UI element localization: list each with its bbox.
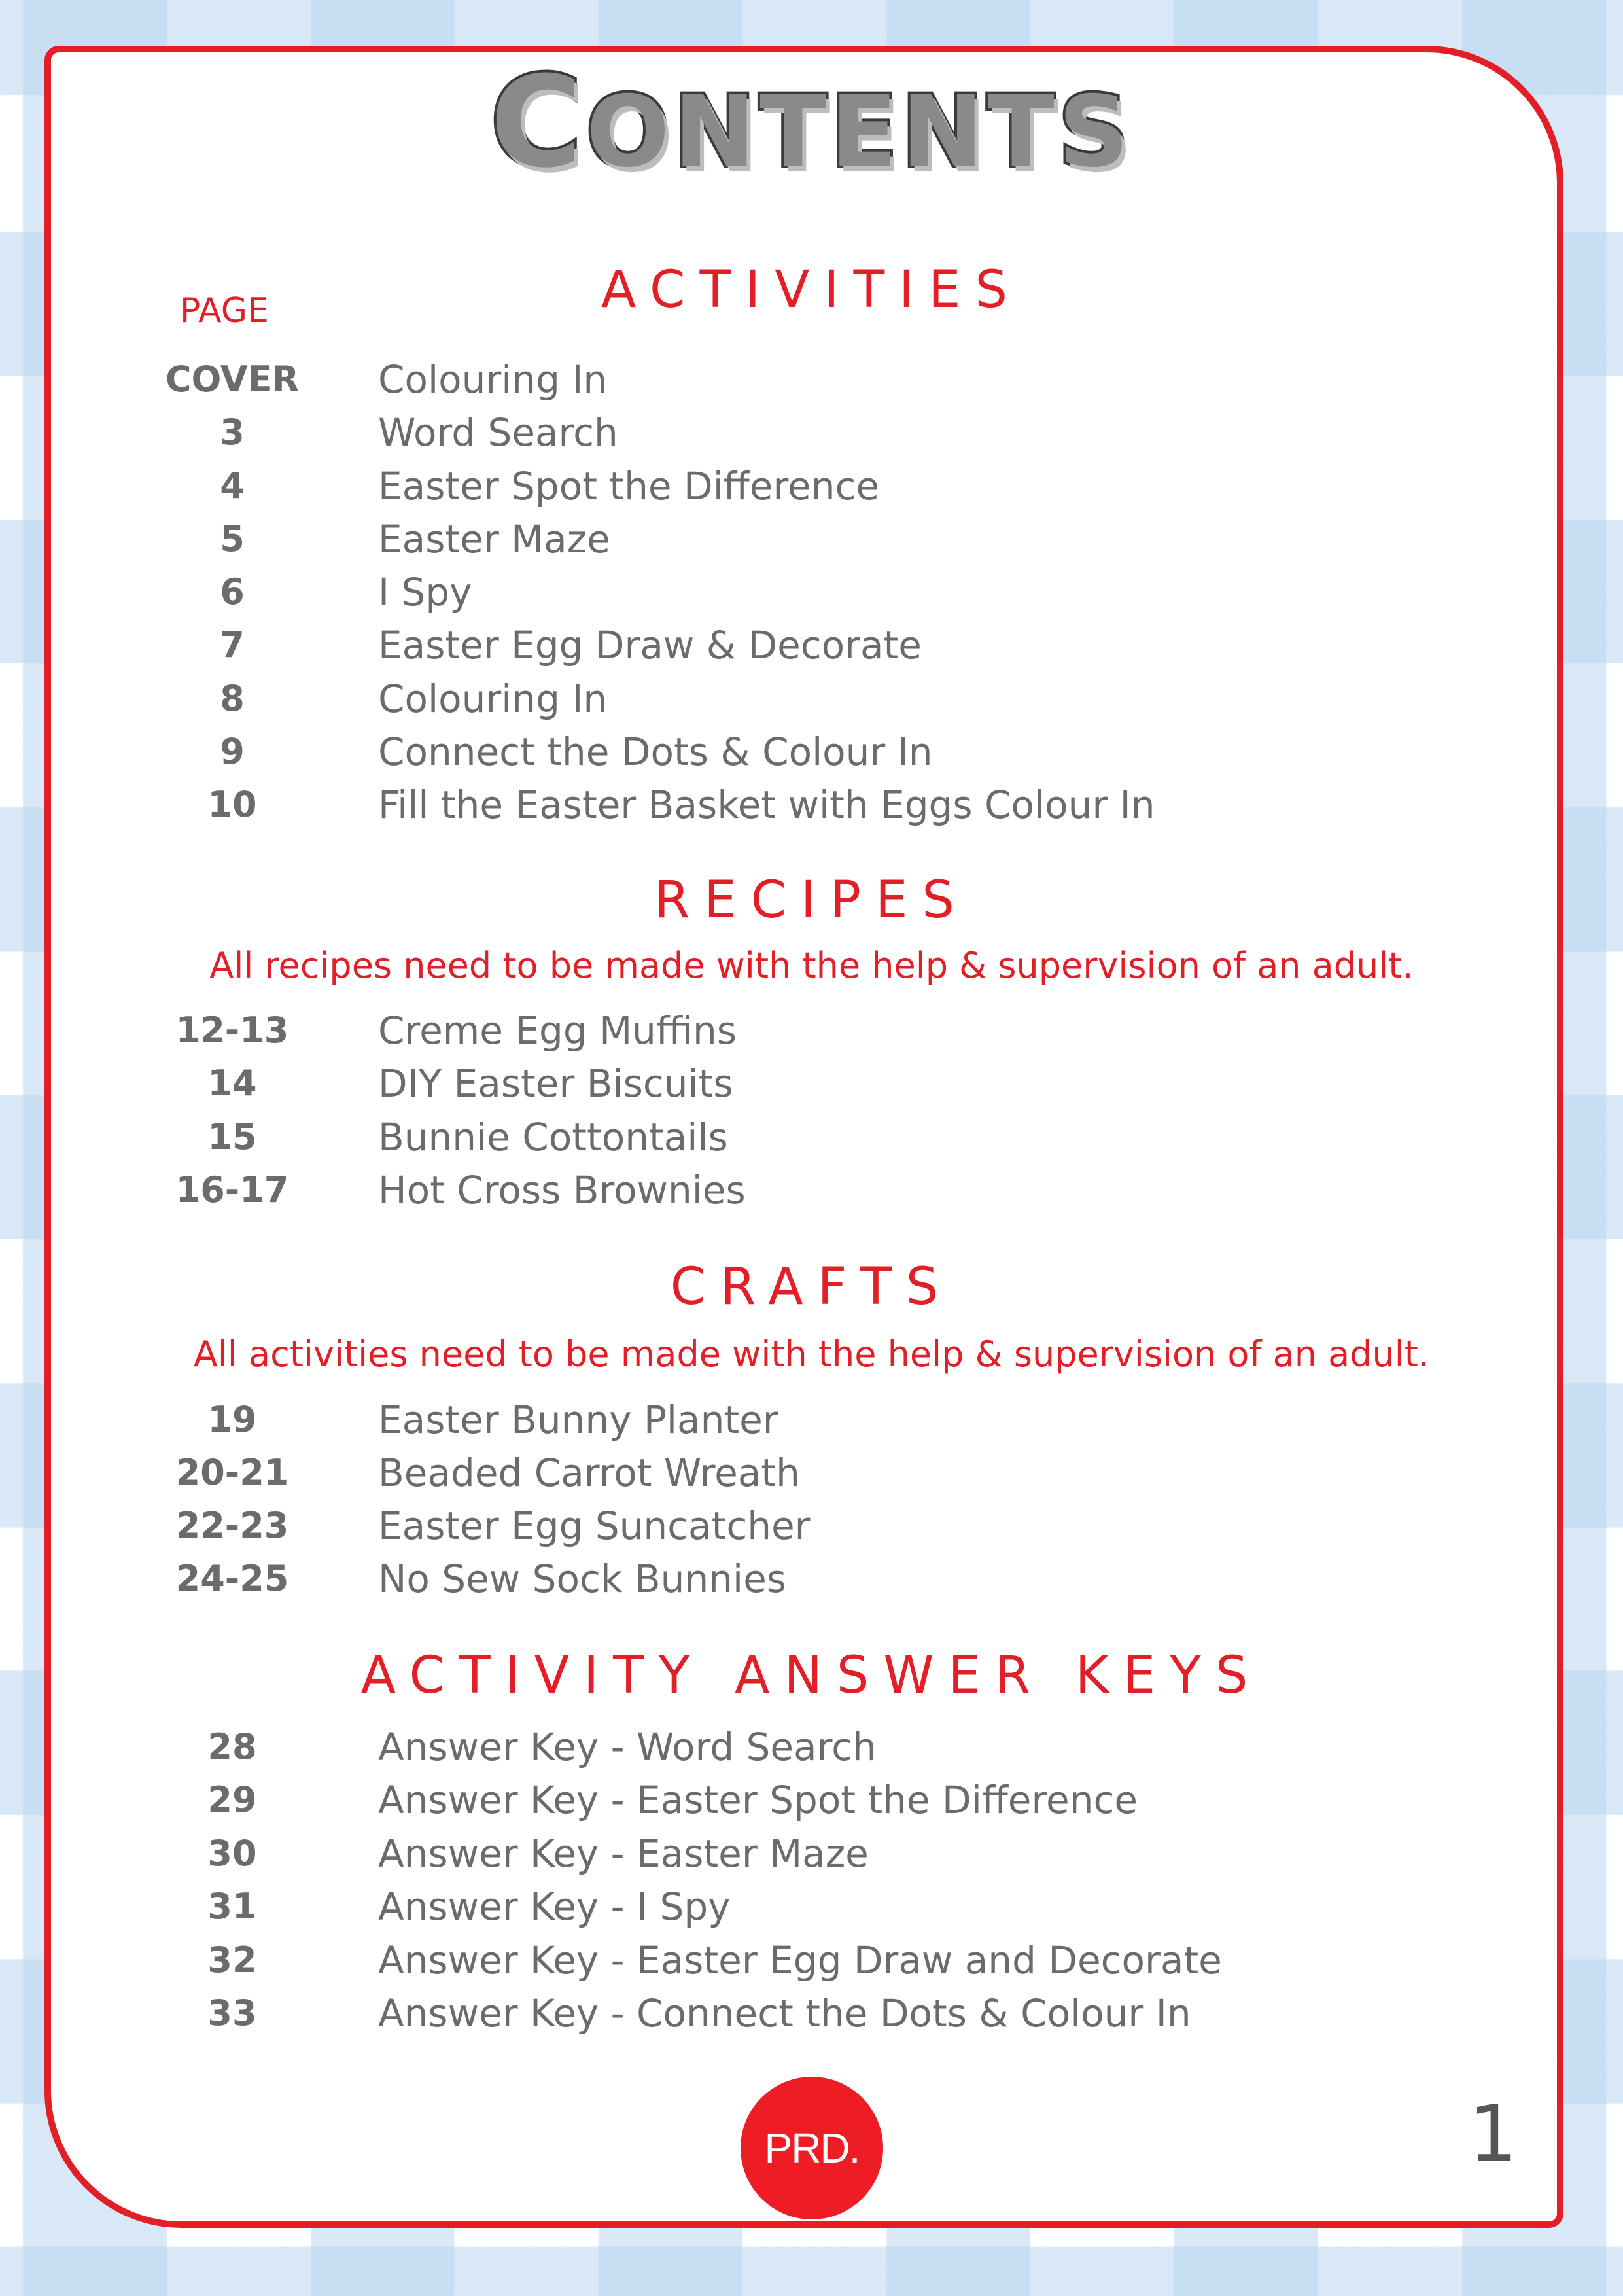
entry-page-number: 30 (207, 1832, 257, 1874)
entry-title: Connect the Dots & Colour In (378, 729, 933, 774)
entry-title: Answer Key - Easter Egg Draw and Decorate (378, 1937, 1222, 1983)
contents-entry (0, 1503, 1505, 1549)
contents-entry (0, 1167, 1505, 1213)
title-first-letter: C (490, 50, 587, 196)
contents-entry (0, 569, 1505, 615)
entry-page-number: 7 (220, 624, 245, 666)
entry-page-number: 19 (207, 1399, 257, 1440)
entry-page-number: 15 (207, 1116, 257, 1157)
contents-entry (0, 1884, 1505, 1930)
contents-entry (0, 729, 1505, 775)
entry-title: Answer Key - Word Search (378, 1725, 877, 1769)
contents-entry (0, 1990, 1505, 2036)
page-title (0, 50, 1623, 196)
entry-page-number: 4 (220, 465, 245, 506)
entry-page-number: 9 (220, 730, 245, 772)
crafts-heading: CRAFTS (670, 1258, 953, 1316)
recipes-heading: RECIPES (654, 871, 969, 930)
contents-entry (0, 357, 1505, 402)
crafts-note: All activities need to be made with the help & supervision of an adult. (193, 1333, 1430, 1375)
entry-title: Fill the Easter Basket with Eggs Colour In (378, 783, 1155, 827)
page-column-label: PAGE (180, 291, 269, 330)
contents-entry (0, 676, 1505, 722)
entry-title: Answer Key - Easter Maze (378, 1831, 869, 1876)
entry-title: Word Search (378, 410, 618, 455)
entry-page-number: 28 (207, 1726, 257, 1767)
entry-title: Answer Key - I Spy (378, 1884, 731, 1930)
contents-entry (0, 410, 1505, 455)
entry-page-number: 10 (207, 784, 257, 825)
recipes-note: All recipes need to be made with the help & supervision of an adult. (209, 945, 1414, 986)
contents-entry (0, 1397, 1505, 1443)
contents-entry (0, 516, 1505, 562)
title-rest: ONTENTS (586, 75, 1133, 189)
entry-title: Easter Egg Draw & Decorate (378, 623, 922, 668)
contents-entry (0, 1777, 1505, 1823)
entry-title: I Spy (378, 570, 472, 614)
contents-entry (0, 782, 1505, 828)
entry-title: Easter Spot the Difference (378, 463, 880, 508)
entry-page-number: 24-25 (175, 1558, 289, 1599)
prd-logo: PRD. (741, 2077, 883, 2219)
entry-page-number: 6 (220, 571, 245, 612)
answer-keys-heading: ACTIVITY ANSWER KEYS (360, 1646, 1263, 1705)
entry-page-number: 5 (220, 518, 245, 559)
entry-title: Colouring In (378, 357, 608, 402)
contents-entry (0, 1114, 1505, 1160)
contents-entry (0, 1556, 1505, 1602)
entry-title: Easter Bunny Planter (378, 1398, 778, 1442)
entry-title: DIY Easter Biscuits (378, 1061, 733, 1106)
entry-title: Answer Key - Connect the Dots & Colour In (378, 1991, 1191, 2036)
entry-page-number: 32 (207, 1939, 257, 1981)
contents-entry (0, 1831, 1505, 1877)
contents-entry (0, 1724, 1505, 1770)
contents-entry (0, 463, 1505, 509)
entry-page-number: 16-17 (175, 1169, 289, 1210)
entry-page-number: 3 (220, 412, 245, 453)
contents-entry (0, 622, 1505, 668)
entry-page-number: 31 (207, 1886, 257, 1928)
entry-title: Beaded Carrot Wreath (378, 1451, 800, 1495)
entry-page-number: 20-21 (175, 1452, 289, 1493)
entry-page-number: 22-23 (175, 1505, 289, 1546)
entry-title: Easter Egg Suncatcher (378, 1504, 811, 1548)
entry-page-number: 33 (207, 1992, 257, 2034)
entry-title: Answer Key - Easter Spot the Difference (378, 1778, 1138, 1823)
page-number: 1 (1469, 2089, 1518, 2179)
contents-entry (0, 1061, 1505, 1106)
contents-entry (0, 1450, 1505, 1496)
entry-title: Colouring In (378, 676, 608, 721)
entry-title: Easter Maze (378, 516, 610, 561)
entry-title: Creme Egg Muffins (378, 1008, 737, 1053)
entry-page-number: 14 (207, 1063, 257, 1104)
entry-page-number: COVER (165, 359, 300, 400)
entry-page-number: 29 (207, 1779, 257, 1821)
entry-title: Hot Cross Brownies (378, 1167, 746, 1212)
entry-title: No Sew Sock Bunnies (378, 1557, 786, 1601)
contents-entry (0, 1008, 1505, 1053)
entry-page-number: 8 (220, 677, 245, 719)
entry-title: Bunnie Cottontails (378, 1114, 728, 1159)
activities-heading: ACTIVITIES (601, 260, 1022, 319)
entry-page-number: 12-13 (175, 1010, 289, 1051)
contents-entry (0, 1937, 1505, 1983)
